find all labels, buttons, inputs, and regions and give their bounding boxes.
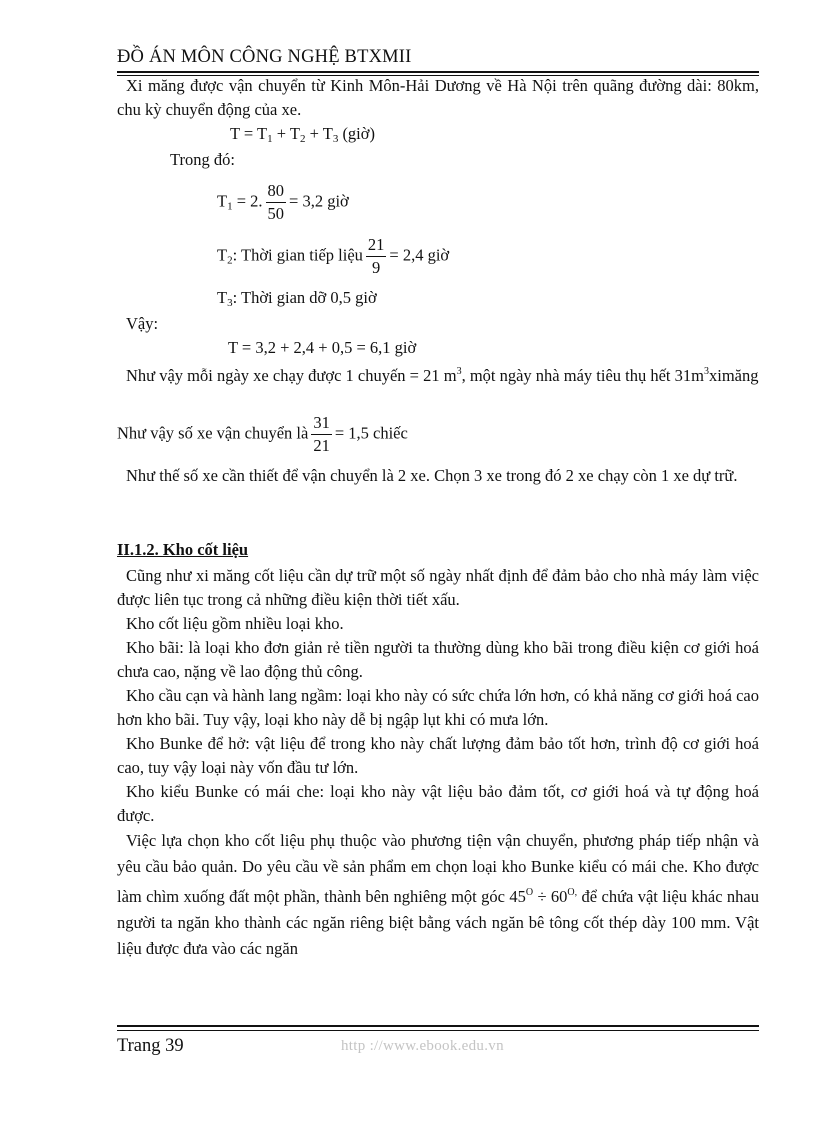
formula-main: $T = T_1 + T_2 + T_3$ (giờ) (230, 124, 375, 145)
daily-paragraph: Như vậy mỗi ngày xe chạy được 1 chuyến = 21 $m^3$, một ngày nhà máy tiêu thụ hết $31m^3ximăng$ (126, 366, 759, 385)
page-number: Trang 39 (117, 1036, 184, 1056)
intro-paragraph: Xi măng được vận chuyển từ Kinh Môn-Hải Dương về Hà Nội trên quãng đường dài: 80km, chu kỳ chuyển động của xe. (117, 76, 759, 119)
section-heading: II.1.2. Kho cốt liệu (117, 540, 249, 559)
formula-t3: $T_3$: Thời gian dỡ 0,5 giờ (217, 288, 377, 309)
vay-label: Vậy: (126, 314, 159, 333)
header-rule-thick (117, 71, 759, 73)
trucks-formula: Như vậy số xe vận chuyển là $\frac{31}{21}$ = 1,5 chiếc (117, 413, 408, 455)
choose-paragraph: Như thế số xe cần thiết để vận chuyển là 2 xe. Chọn 3 xe trong đó 2 xe chạy còn 1 xe dự trữ. (126, 466, 738, 485)
trong-do-label: Trong đó: (170, 150, 235, 169)
formula-t1: $T_1 = 2$. $\frac{80}{50}$ = 3,2 giờ (217, 181, 349, 223)
paragraph-2: Kho cốt liệu gồm nhiều loại kho. (126, 614, 344, 633)
formula-total: T = 3,2 + 2,4 + 0,5 = 6,1 giờ (228, 338, 417, 357)
paragraph-5: Kho Bunke để hở: vật liệu để trong kho này chất lượng đảm bảo tốt hơn, trình độ cơ giới hoá cao, tuy vậy loại này vốn đầu tư lớn. (117, 734, 759, 777)
paragraph-6: Kho kiểu Bunke có mái che: loại kho này vật liệu bảo đảm tốt, cơ giới hoá và tự động hoá được. (117, 782, 759, 825)
footer-rule-thin (117, 1030, 759, 1031)
footer-rule-thick (117, 1025, 759, 1027)
fraction-t2: $\frac{21}{9}$ (367, 235, 385, 277)
header-title: ĐỒ ÁN MÔN CÔNG NGHỆ BTXMII (117, 47, 412, 67)
fraction-trucks: $\frac{31}{21}$ (313, 413, 330, 455)
formula-t2: $T_2$: Thời gian tiếp liệu $\frac{21}{9}$ = 2,4 giờ (217, 235, 450, 277)
paragraph-1: Cũng như xi măng cốt liệu cần dự trữ một số ngày nhất định để đảm bảo cho nhà máy làm việc được liên tục trong cả những điều kiện thời tiết xấu. (117, 566, 759, 609)
paragraph-3: Kho bãi: là loại kho đơn giản rẻ tiền người ta thường dùng kho bãi trong điều kiện cơ giới hoá chưa cao, nặng về lao động thủ công. (117, 638, 759, 681)
paragraph-7: Việc lựa chọn kho cốt liệu phụ thuộc vào phương tiện vận chuyển, phương pháp tiếp nhận và yêu cầu bảo quản. Do yêu cầu về sản phẩm em chọn loại kho Bunke kiểu có mái che. Kho được làm chìm xuống đất một phần, thành bên nghiêng một góc $45^O \div 60^{O,}$ để chứa vật liệu khác nhau người ta ngăn kho thành các ngăn riêng biệt bằng vách ngăn bê tông cốt thép dày 100 mm. Vật liệu được đưa vào các ngăn (117, 831, 759, 958)
paragraph-4: Kho cầu cạn và hành lang ngầm: loại kho này có sức chứa lớn hơn, có khả năng cơ giới hoá cao hơn kho bãi. Tuy vậy, loại kho này dễ bị ngập lụt khi có mưa lớn. (117, 686, 759, 729)
fraction-t1: $\frac{80}{50}$ (267, 181, 285, 223)
section-body (117, 564, 759, 962)
footer-url: http ://www.ebook.edu.vn (341, 1038, 504, 1054)
